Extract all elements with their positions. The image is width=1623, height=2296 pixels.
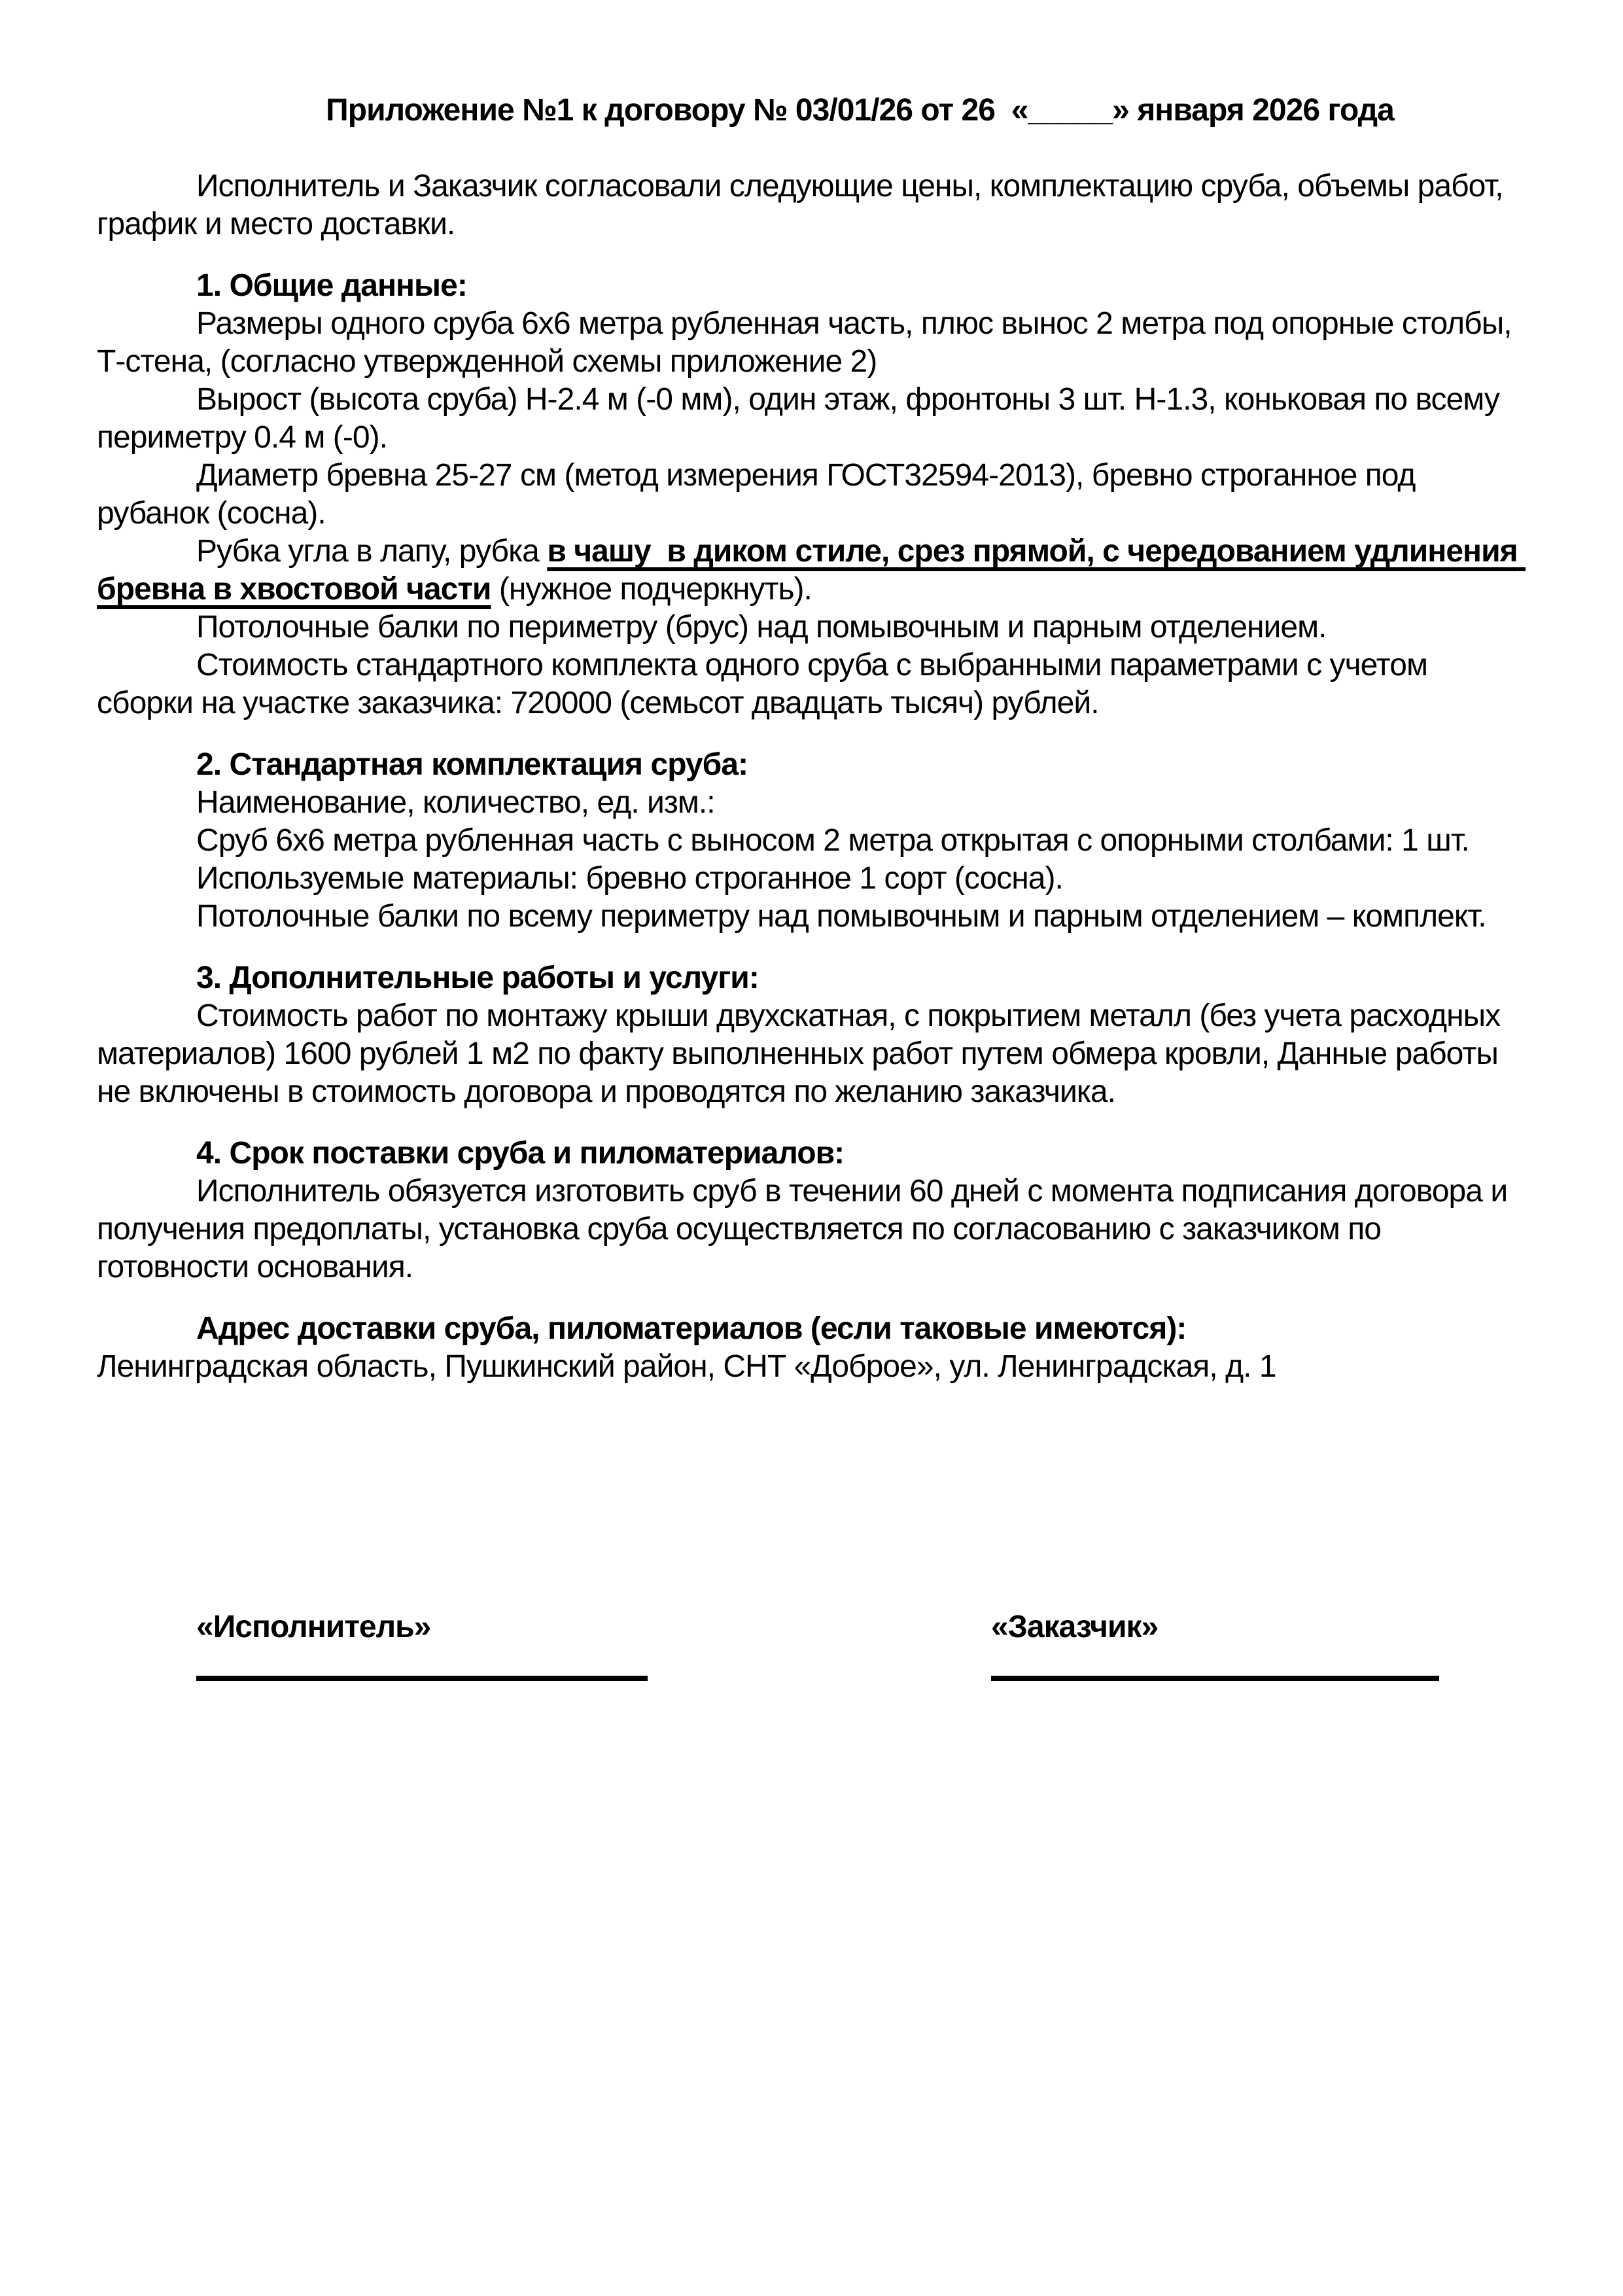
section-4-heading: 4. Срок поставки сруба и пиломатериалов: (196, 1136, 845, 1171)
cutting-style-prefix: Рубка угла в лапу, рубка (196, 534, 548, 569)
section-2-paragraph: Используемые материалы: бревно строганное 1 сорт (сосна). (196, 861, 1063, 896)
cutting-style-underlined-choice: в чашу в диком стиле, срез прямой, с чередованием удлинения бревна в хвостовой части (97, 534, 1526, 607)
section-4-paragraph: Исполнитель обязуется изготовить сруб в течении 60 дней с момента подписания договора и получения предоплаты, установка сруба осуществляется по согласованию с заказчиком по готовности основания. (97, 1174, 1516, 1284)
signature-block (97, 1608, 1525, 1681)
section-3-paragraph: Стоимость работ по монтажу крыши двухскатная, с покрытием металл (без учета расходных материалов) 1600 рублей 1 м2 по факту выполненных работ путем обмера кровли, Данные работы не включены в стоимость договора и проводятся по желанию заказчика. (97, 998, 1509, 1109)
customer-signature-line (991, 1676, 1439, 1681)
intro-paragraph: Исполнитель и Заказчик согласовали следующие цены, комплектацию сруба, объемы работ, график и место доставки. (97, 169, 1511, 241)
section-2-heading: 2. Стандартная комплектация сруба: (196, 747, 748, 782)
document-title: Приложение №1 к договору № 03/01/26 от 26 «_____» января 2026 года (326, 93, 1394, 128)
section-1-paragraph-cutting-style (97, 533, 1525, 609)
section-2-paragraph: Сруб 6х6 метра рубленная часть с выносом 2 метра открытая с опорными столбами: 1 шт. (196, 823, 1469, 858)
customer-signature-column (991, 1608, 1439, 1681)
section-1-paragraph: Размеры одного сруба 6х6 метра рубленная часть, плюс вынос 2 метра под опорные столбы, Т-стена, (согласно утвержденной схемы приложение 2) (97, 306, 1520, 379)
section-1-paragraph: Вырост (высота сруба) Н-2.4 м (-0 мм), один этаж, фронтоны 3 шт. Н-1.3, коньковая по всему периметру 0.4 м (-0). (97, 382, 1508, 455)
section-1-paragraph: Диаметр бревна 25-27 см (метод измерения ГОСТ32594-2013), бревно строганное под рубанок (сосна). (97, 458, 1423, 531)
section-3-heading: 3. Дополнительные работы и услуги: (196, 961, 759, 995)
section-1-heading: 1. Общие данные: (196, 268, 467, 303)
section-2-paragraph: Наименование, количество, ед. изм.: (196, 785, 715, 820)
customer-label: «Заказчик» (991, 1610, 1159, 1644)
cutting-style-suffix: (нужное подчеркнуть). (491, 572, 812, 607)
section-1-paragraph-price: Стоимость стандартного комплекта одного сруба с выбранными параметрами с учетом сборки на участке заказчика: 720000 (семьсот двадцать тысяч) рублей. (97, 648, 1436, 720)
contractor-signature-column (196, 1608, 648, 1681)
contractor-label: «Исполнитель» (196, 1610, 431, 1644)
section-1-paragraph: Потолочные балки по периметру (брус) над помывочным и парным отделением. (196, 610, 1327, 645)
section-2-paragraph: Потолочные балки по всему периметру над помывочным и парным отделением – комплект. (196, 899, 1486, 934)
delivery-address-line: Ленинградская область, Пушкинский район, СНТ «Доброе», ул. Ленинградская, д. 1 (97, 1349, 1276, 1384)
delivery-address-heading: Адрес доставки сруба, пиломатериалов (если таковые имеются): (196, 1311, 1187, 1346)
contractor-signature-line (196, 1676, 648, 1681)
